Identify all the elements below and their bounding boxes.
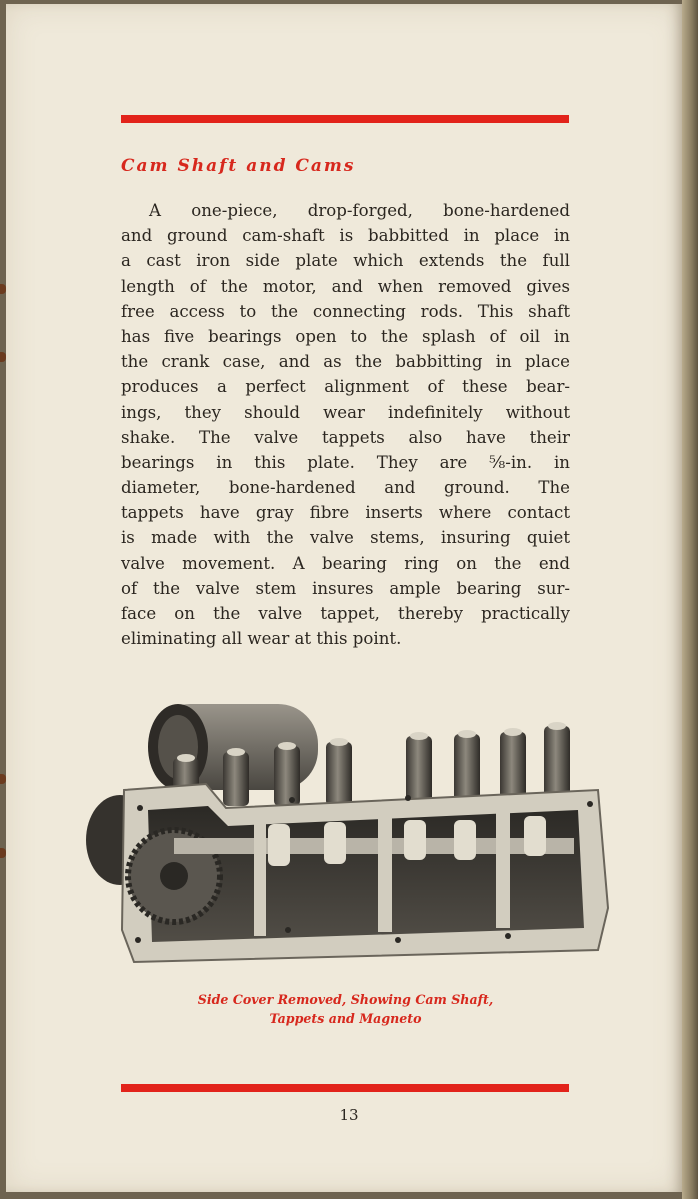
- body-paragraph: [121, 198, 570, 651]
- caption-line-2: Tappets and Magneto: [269, 1011, 422, 1026]
- top-red-rule: [121, 115, 569, 123]
- binding-stitch: [0, 848, 6, 858]
- body-line: face on the valve tappet, thereby practically: [121, 604, 570, 623]
- body-line: length of the motor, and when removed gives: [121, 276, 570, 296]
- cam-shaft-illustration: [78, 690, 618, 980]
- body-line: has five bearings open to the splash of oil in: [121, 326, 570, 346]
- section-heading: Cam Shaft and Cams: [121, 156, 356, 176]
- page-edge-shadow: [682, 0, 698, 1199]
- caption-line-1: Side Cover Removed, Showing Cam Shaft,: [197, 992, 494, 1007]
- binding-stitch: [0, 284, 6, 294]
- body-line: of the valve stem insures ample bearing sur-: [121, 578, 570, 598]
- body-line: valve movement. A bearing ring on the end: [121, 553, 570, 573]
- body-line: bearings in this plate. They are ⅝-in. in: [121, 452, 570, 472]
- body-line: ings, they should wear indefinitely without: [121, 402, 570, 422]
- body-line: a cast iron side plate which extends the full: [121, 251, 570, 271]
- binding-stitch: [0, 352, 6, 362]
- body-line: diameter, bone-hardened and ground. The: [121, 478, 570, 498]
- cam-shaft: [174, 838, 574, 854]
- body-line: A one-piece, drop-forged, bone-hardened: [149, 201, 570, 220]
- bottom-red-rule: [121, 1084, 569, 1092]
- binding-stitch: [0, 774, 6, 784]
- body-line: eliminating all wear at this point.: [121, 629, 402, 649]
- figure-caption: [121, 990, 570, 1028]
- body-line: is made with the valve stems, insuring quiet: [121, 528, 570, 548]
- body-line: shake. The valve tappets also have their: [121, 427, 570, 447]
- body-line: tappets have gray fibre inserts where contact: [121, 503, 570, 523]
- body-line: produces a perfect alignment of these bear-: [121, 377, 570, 397]
- page-number: 13: [339, 1106, 359, 1124]
- body-line: the crank case, and as the babbitting in place: [121, 352, 570, 372]
- body-line: and ground cam-shaft is babbitted in place in: [121, 226, 570, 246]
- body-line: free access to the connecting rods. This shaft: [121, 301, 570, 321]
